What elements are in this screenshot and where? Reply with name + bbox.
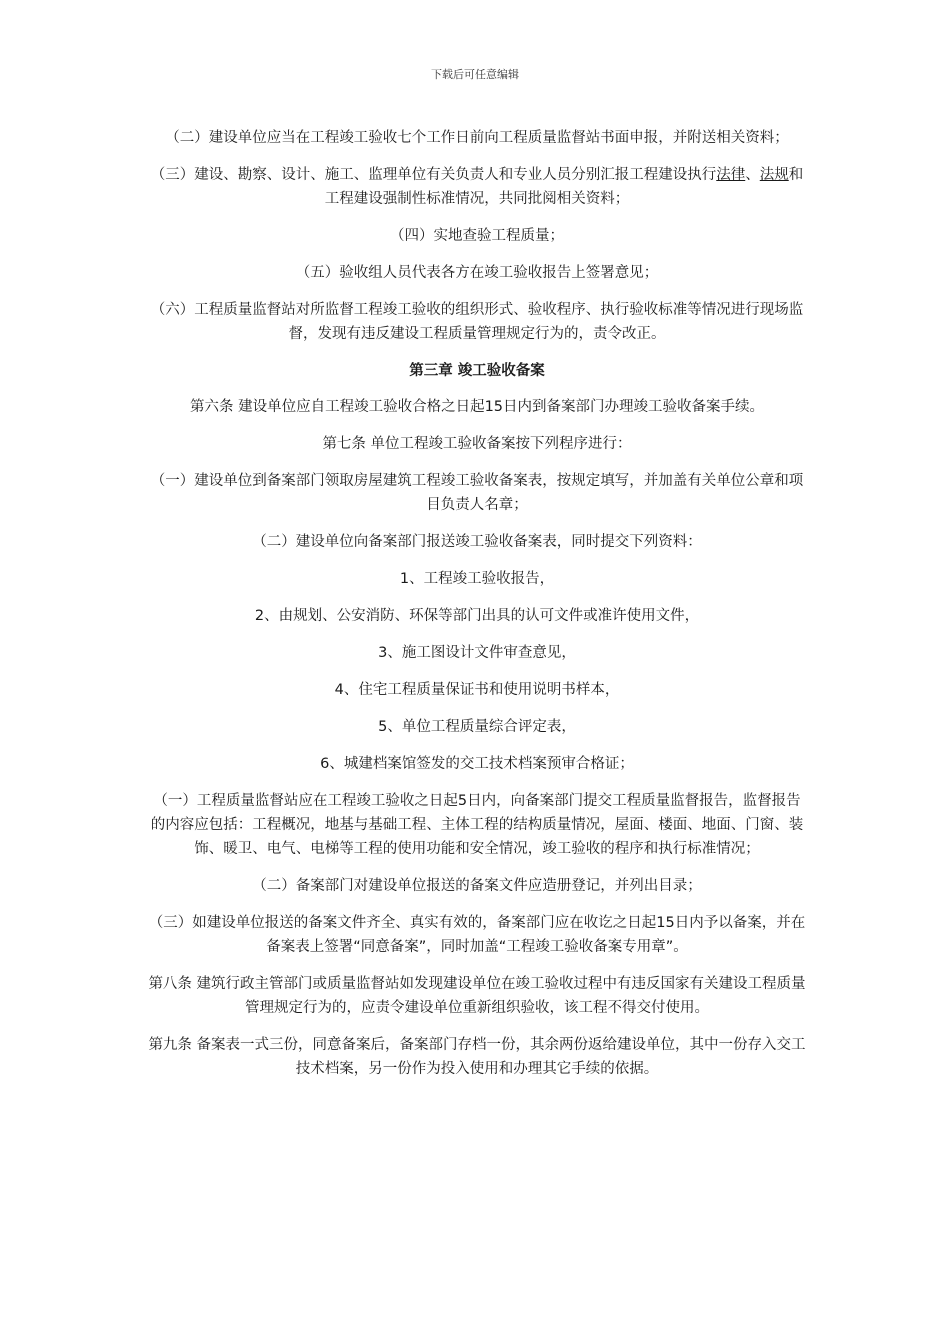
material-6: 6、城建档案馆签发的交工技术档案预审合格证； [320, 756, 634, 772]
paragraph-2-2: （二）建设单位应当在工程竣工验收七个工作日前向工程质量监督站书面申报，并附送相关资料； [165, 130, 789, 146]
article-9: 第九条 备案表一式三份，同意备案后，备案部门存档一份，其余两份返给建设单位，其中一份存入交工技术档案，另一份作为投入使用和办理其它手续的依据。 [148, 1037, 806, 1077]
filing-item: （三）如建设单位报送的备案文件齐全、真实有效的，备案部门应在收讫之日起15日内予以备案，并在备案表上签署“同意备案”，同时加盖“工程竣工验收备案专用章”。 [148, 915, 806, 955]
chapter-3-heading: 第三章 竣工验收备案 [409, 363, 545, 379]
separator: 、 [745, 167, 760, 183]
material-3: 3、施工图设计文件审查意见， [378, 645, 576, 661]
article-6: 第六条 建设单位应自工程竣工验收合格之日起15日内到备案部门办理竣工验收备案手续。 [189, 399, 765, 415]
registration-item: （二）备案部门对建设单位报送的备案文件应造册登记，并列出目录； [252, 878, 702, 894]
material-1: 1、工程竣工验收报告， [399, 571, 555, 587]
document-body [147, 126, 807, 1094]
header-note: 下载后可任意编辑 [431, 68, 519, 81]
paragraph-2-5: （五）验收组人员代表各方在竣工验收报告上签署意见； [295, 265, 659, 281]
link-regulation[interactable]: 法规 [759, 167, 789, 183]
article-7: 第七条 单位工程竣工验收备案按下列程序进行： [322, 436, 632, 452]
article-8: 第八条 建筑行政主管部门或质量监督站如发现建设单位在竣工验收过程中有违反国家有关建设工程质量管理规定行为的，应责令建设单位重新组织验收，该工程不得交付使用。 [148, 976, 806, 1016]
paragraph-text-before: （三）建设、勘察、设计、施工、监理单位有关负责人和专业人员分别汇报工程建设执行 [150, 167, 717, 183]
material-4: 4、住宅工程质量保证书和使用说明书样本， [334, 682, 620, 698]
paragraph-text-after: 和工程建设强制性标准情况，共同批阅相关资料； [324, 167, 804, 207]
article-7-item-1: （一）建设单位到备案部门领取房屋建筑工程竣工验收备案表，按规定填写，并加盖有关单位公章和项目负责人名章； [150, 473, 804, 513]
material-2: 2、由规划、公安消防、环保等部门出具的认可文件或准许使用文件， [254, 608, 700, 624]
supervision-report-item: （一）工程质量监督站应在工程竣工验收之日起5日内，向备案部门提交工程质量监督报告，监督报告的内容应包括：工程概况，地基与基础工程、主体工程的结构质量情况，屋面、楼面、地面、门窗、装饰、暖卫、电气、电梯等工程的使用功能和安全情况，竣工验收的程序和执行标准情况； [150, 793, 804, 857]
paragraph-2-4: （四）实地查验工程质量； [390, 228, 564, 244]
paragraph-2-6: （六）工程质量监督站对所监督工程竣工验收的组织形式、验收程序、执行验收标准等情况进行现场监督，发现有违反建设工程质量管理规定行为的，责令改正。 [150, 302, 804, 342]
paragraph-2-3 [147, 163, 807, 211]
material-5: 5、单位工程质量综合评定表， [378, 719, 576, 735]
link-law[interactable]: 法律 [716, 167, 746, 183]
article-7-item-2: （二）建设单位向备案部门报送竣工验收备案表，同时提交下列资料： [252, 534, 702, 550]
